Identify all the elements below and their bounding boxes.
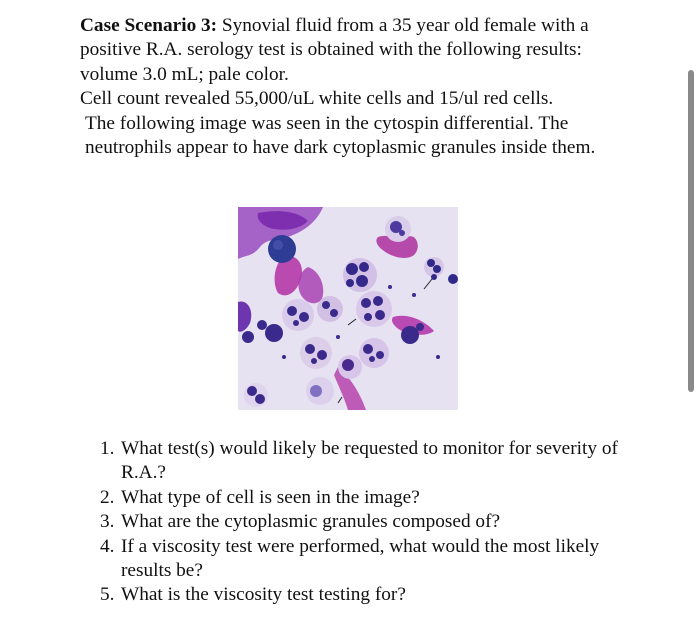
question-text: What are the cytoplasmic granules composed of? bbox=[121, 511, 501, 533]
question-text: What type of cell is seen in the image? bbox=[121, 486, 420, 508]
scenario-intro: Synovial fluid from a 35 year old female with a positive R.A. serology test is obtained with the following results: volume 3.0 mL; pale color. bbox=[80, 15, 589, 85]
question-number: 5. bbox=[100, 584, 115, 606]
question-item bbox=[100, 510, 620, 534]
question-number: 1. bbox=[100, 438, 115, 459]
question-text: If a viscosity test were performed, what would the most likely results be? bbox=[121, 535, 600, 582]
case-scenario bbox=[80, 14, 640, 160]
observation-text: The following image was seen in the cytospin differential. The neutrophils appear to have dark cytoplasmic granules inside them. bbox=[85, 112, 596, 159]
cell-count-text: Cell count revealed 55,000/uL white cells and 15/ul red cells. bbox=[80, 88, 554, 110]
vertical-scrollbar[interactable] bbox=[688, 70, 694, 392]
question-item bbox=[100, 583, 620, 607]
question-number: 2. bbox=[100, 486, 115, 508]
question-list bbox=[100, 437, 620, 608]
question-item bbox=[100, 486, 620, 510]
question-item bbox=[100, 437, 620, 486]
question-number: 4. bbox=[100, 535, 115, 557]
micrograph-illustration bbox=[238, 207, 458, 410]
scenario-title: Case Scenario 3: bbox=[80, 15, 218, 36]
question-item bbox=[100, 535, 620, 584]
scenario-paragraph bbox=[80, 14, 640, 87]
question-number: 3. bbox=[100, 511, 115, 533]
cytospin-micrograph bbox=[238, 207, 458, 410]
question-text: What is the viscosity test testing for? bbox=[121, 584, 406, 606]
question-text: What test(s) would likely be requested to monitor for severity of R.A.? bbox=[121, 438, 618, 484]
